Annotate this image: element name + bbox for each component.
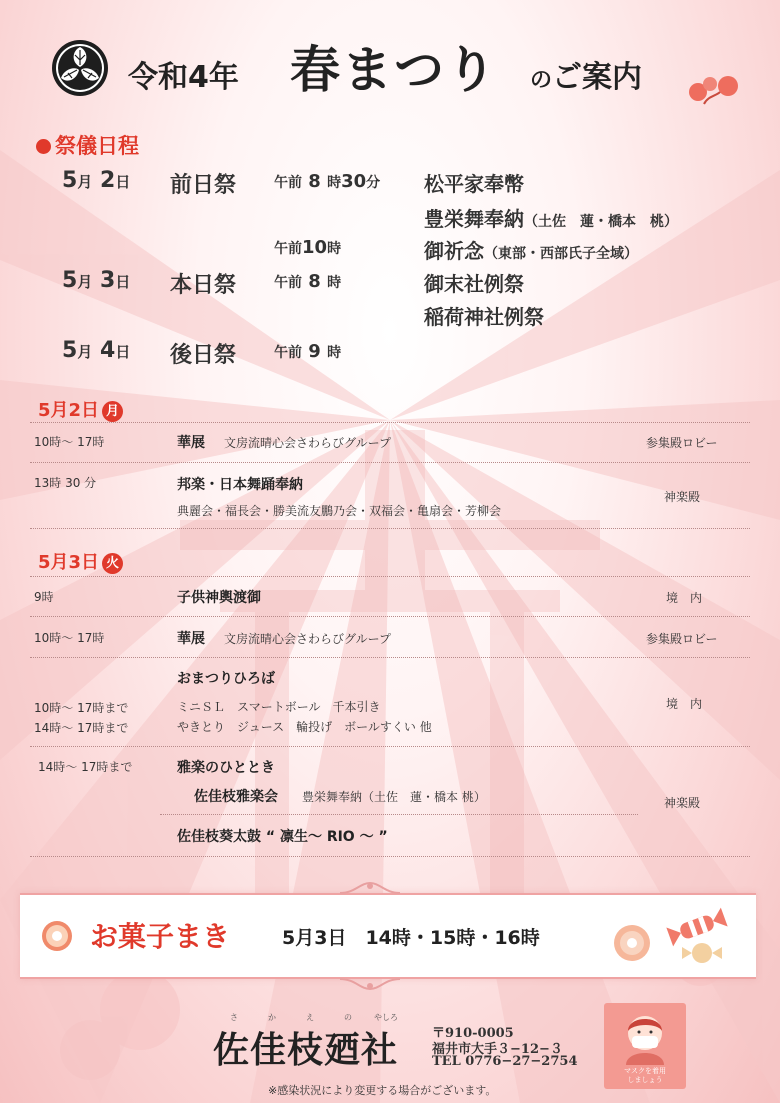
ruby-e: え (306, 1013, 314, 1022)
ornament-icon (340, 977, 400, 991)
divider (160, 814, 638, 815)
event-detail: 文房流晴心会さわらびグループ (224, 632, 392, 646)
time-row-2: 午前10時 (274, 237, 342, 258)
mask-notice-text: マスクを着用 しましょう (624, 1067, 666, 1084)
phone-number: TEL 0776−27−2754 (432, 1054, 578, 1069)
venue: 境 内 (666, 591, 703, 605)
schedule-heading: 祭儀日程 (36, 130, 139, 160)
time-row-1: 午前 8 時30分 (274, 171, 381, 192)
venue: 参集殿ロビー (646, 436, 718, 450)
title-particle: の (530, 68, 553, 93)
shrine-name: 佐佳枝廼社 (213, 1029, 399, 1071)
time-cell: 14時～ 17時まで (34, 721, 129, 735)
divider (30, 856, 750, 857)
day-heading-may-2: 5月2日 月 (38, 396, 123, 422)
mask-person-icon (618, 1009, 672, 1065)
festival-eve: 前日祭 (170, 173, 237, 198)
ruby-sa: さ (230, 1013, 238, 1022)
ruby-no: の (344, 1013, 352, 1022)
time-cell: 10時～ 17時まで (34, 701, 129, 715)
festival-after: 後日祭 (170, 343, 237, 368)
ornament-icon (340, 881, 400, 895)
event-matsudaira: 松平家奉幣 (424, 172, 524, 196)
event-prayer: 御祈念（東部・西部氏子全域） (424, 239, 638, 263)
venue: 参集殿ロビー (646, 632, 718, 646)
sweets-throwing-banner (20, 893, 756, 979)
divider (30, 576, 750, 577)
mask-notice-box (604, 1003, 686, 1089)
address: 福井市大手３−12−３ (432, 1042, 563, 1057)
title-year: 令和4年 (128, 60, 239, 95)
event-title: 雅楽のひととき (177, 760, 275, 776)
venue: 神楽殿 (664, 796, 701, 810)
event-detail: 豊栄舞奉納（土佐 蓮・橋本 桃） (302, 790, 486, 804)
event-detail: ミニＳＬ スマートボール 千本引き (177, 700, 381, 714)
day-heading-may-3: 5月3日 火 (38, 548, 123, 574)
title-guide: ご案内 (552, 60, 643, 95)
time-row-4: 午前 9 時 (274, 341, 342, 362)
event-title: 華展 (177, 435, 205, 451)
event-toyosakamai: 豊栄舞奉納（土佐 蓮・橋本 桃） (424, 207, 678, 231)
event-title: 子供神輿渡御 (177, 590, 261, 606)
weekday-badge: 月 (102, 401, 123, 422)
ruby-yashiro: やしろ (374, 1013, 398, 1022)
candy-icon (602, 903, 742, 969)
divider (30, 528, 750, 529)
date-may-4: 5月 4日 (62, 338, 131, 363)
event-detail: 典麗会・福長会・勝美流友鵬乃会・双福会・亀扇会・芳柳会 (177, 504, 502, 518)
event-detail: 文房流晴心会さわらびグループ (224, 436, 392, 450)
notice: ※感染状況により変更する場合がございます。 (268, 1084, 497, 1097)
banner-time: 5月3日 14時・15時・16時 (282, 927, 540, 949)
festival-main: 本日祭 (170, 273, 237, 298)
sub-event-title: 佐佳枝雅楽会 (194, 789, 278, 805)
time-cell: 10時～ 17時 (34, 435, 105, 449)
date-may-3: 5月 3日 (62, 268, 131, 293)
divider (30, 657, 750, 658)
event-detail: やきとり ジュース 輪投げ ボールすくい 他 (177, 720, 432, 734)
divider (30, 616, 750, 617)
time-cell: 9時 (34, 590, 54, 604)
hollyhock-crest-icon (50, 38, 110, 98)
weekday-badge: 火 (102, 553, 123, 574)
time-row-3: 午前 8 時 (274, 271, 342, 292)
time-cell: 13時 30 分 (34, 476, 97, 490)
divider (30, 422, 750, 423)
time-cell: 10時～ 17時 (34, 631, 105, 645)
ruby-ka: か (268, 1013, 276, 1022)
date-may-2: 5月 2日 (62, 168, 131, 193)
venue: 神楽殿 (664, 490, 701, 504)
flower-decoration-icon (684, 68, 744, 108)
event-title: 佐佳枝葵太鼓 “ 凛生～ RIO ～ ” (177, 829, 388, 845)
page-title: 春まつり (290, 41, 498, 99)
donut-icon (40, 919, 74, 953)
event-title: 華展 (177, 631, 205, 647)
divider (30, 462, 750, 463)
title-suffix (530, 52, 642, 96)
divider (30, 746, 750, 747)
event-inari: 稲荷神社例祭 (424, 305, 544, 329)
banner-title: お菓子まき (90, 920, 231, 953)
bullet-icon (36, 139, 51, 154)
event-title: おまつりひろば (177, 671, 275, 687)
event-title: 邦楽・日本舞踊奉納 (177, 477, 303, 493)
venue: 境 内 (666, 697, 703, 711)
postal-code: 〒910-0005 (432, 1026, 514, 1041)
event-massha: 御末社例祭 (424, 272, 524, 296)
time-cell: 14時～ 17時まで (38, 760, 133, 774)
